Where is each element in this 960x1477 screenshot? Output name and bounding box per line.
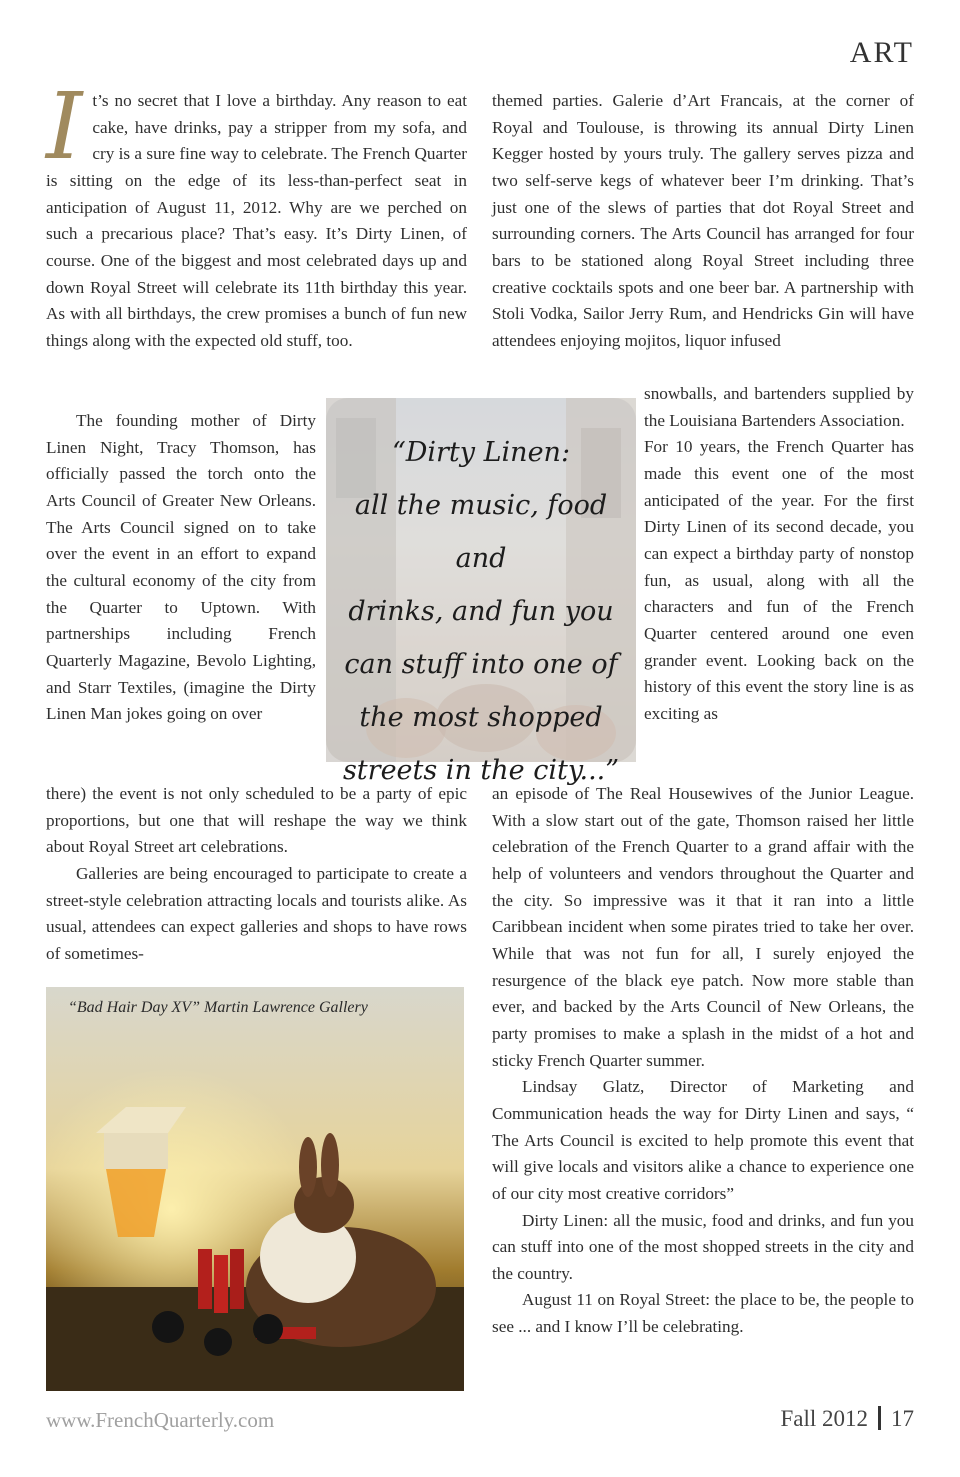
article-column-right-top (492, 88, 914, 355)
footer-separator (878, 1406, 881, 1430)
pull-quote-line: streets in the city...” (342, 755, 620, 786)
article-column-left-low (46, 781, 467, 968)
pull-quote-line: the most shopped (359, 702, 603, 733)
paragraph-glatz: Lindsay Glatz, Director of Marketing and Communication heads the way for Dirty Linen and says, “ The Arts Council is excited to help promote this event that will give locals and visitors alike a chance to experience one of our city most creative corridors” (492, 1077, 914, 1203)
footer-url[interactable]: www.FrenchQuarterly.com (46, 1408, 275, 1432)
paragraph-history: For 10 years, the French Quarter has made this event one of the most anticipated of the year. For the first Dirty Linen of its second decade, you can expect a birthday party of nonstop fun, as usual, along with all the characters and fun of the French Quarter centered around one even grander event. Looking back on the history of this event the story line is as exciting as (644, 437, 914, 723)
artwork-painting (46, 987, 464, 1391)
footer-issue: Fall 2012 (780, 1406, 868, 1431)
pull-quote-line: can stuff into one of (344, 649, 618, 680)
paragraph-galleries-cont: themed parties. Galerie d’Art Francais, at the corner of Royal and Toulouse, is throwing its annual Dirty Linen Kegger hosted by yours truly. The gallery serves pizza and two self-serve kegs of whatever beer I’m drinking. That’s just one of the slews of parties that dot Royal Street and surrounding corners. The Arts Council has arranged for four bars to be stationed along Royal Street including three creative cocktails spots and one beer bar. A partnership with Stoli Vodka, Sailor Jerry Rum, and Hendricks Gin will have attendees enjoying mojitos, liquor infused (492, 91, 914, 350)
paragraph-founding: The founding mother of Dirty Linen Night, Tracy Thomson, has officially passed the torch onto the Arts Council of Greater New Orleans. The Arts Council signed on to take over the event in an effort to expand the cultural economy of the city from the Quarter to Uptown. With partnerships including French Quarterly Magazine, Bevolo Lighting, and Starr Textiles, (imagine the Dirty Linen Man jokes going on over (46, 411, 316, 724)
pull-quote-line: drinks, and fun you (348, 596, 614, 627)
section-label: ART (849, 36, 914, 69)
footer-page-info (780, 1406, 914, 1432)
drop-cap: I (46, 73, 83, 180)
article-column-right-mid (644, 381, 914, 728)
pull-quote-line: “Dirty Linen: (391, 437, 571, 468)
article-column-left-mid (46, 408, 316, 728)
paragraph-intro: t’s no secret that I love a birthday. Any reason to eat cake, have drinks, pay a stripper from my sofa, and cry is a sure fine way to celebrate. The French Quarter is sitting on the edge of its less-than-perfect seat in anticipation of August 11, 2012. Why are we perched on such a precarious place? That’s easy. It’s Dirty Linen, of course. One of the biggest and most celebrated days up and down Royal Street will celebrate its 11th birthday this year. As with all birthdays, the crew promises a bunch of fun new things along with the expected old stuff, too. (46, 91, 467, 350)
paragraph-dirty-linen: Dirty Linen: all the music, food and drinks, and fun you can stuff into one of the most shopped streets in the city and the country. (492, 1210, 914, 1283)
paragraph-founding-cont: there) the event is not only scheduled to be a party of epic proportions, but one that will reshape the way we think about Royal Street art celebrations. (46, 784, 467, 857)
artwork-image (46, 987, 464, 1391)
paragraph-galleries: Galleries are being encouraged to participate to create a street-style celebration attracting locals and tourists alike. As usual, attendees can expect galleries and shops to have rows of sometimes- (46, 863, 467, 963)
article-column-right-low (492, 781, 914, 1341)
article-column-left-top (46, 73, 467, 355)
paragraph-closing: August 11 on Royal Street: the place to be, the people to see ... and I know I’ll be celebrating. (492, 1290, 914, 1337)
paragraph-bartenders: snowballs, and bartenders supplied by the Louisiana Bartenders Association. (644, 384, 914, 430)
artwork-caption: “Bad Hair Day XV” Martin Lawrence Gallery (68, 999, 368, 1016)
paragraph-history-cont: an episode of The Real Housewives of the Junior League. With a slow start out of the gate, Thomson raised her little celebration of the French Quarter to a grand affair with the help of volunteers and vendors throughout the Quarter and the city. So impressive was it that it ran into a little Caribbean incident when some pirates tried to take her over. While that was not fun for all, I surely enjoyed the resurgence of the black eye patch. Now more stable than ever, and backed by the Arts Council of New Orleans, the party promises to make a splash in the midst of a hot and sticky French Quarter summer. (492, 784, 914, 1070)
pull-quote-line: all the music, food and (354, 490, 608, 574)
footer-page-number: 17 (891, 1406, 914, 1431)
pull-quote (326, 398, 636, 786)
